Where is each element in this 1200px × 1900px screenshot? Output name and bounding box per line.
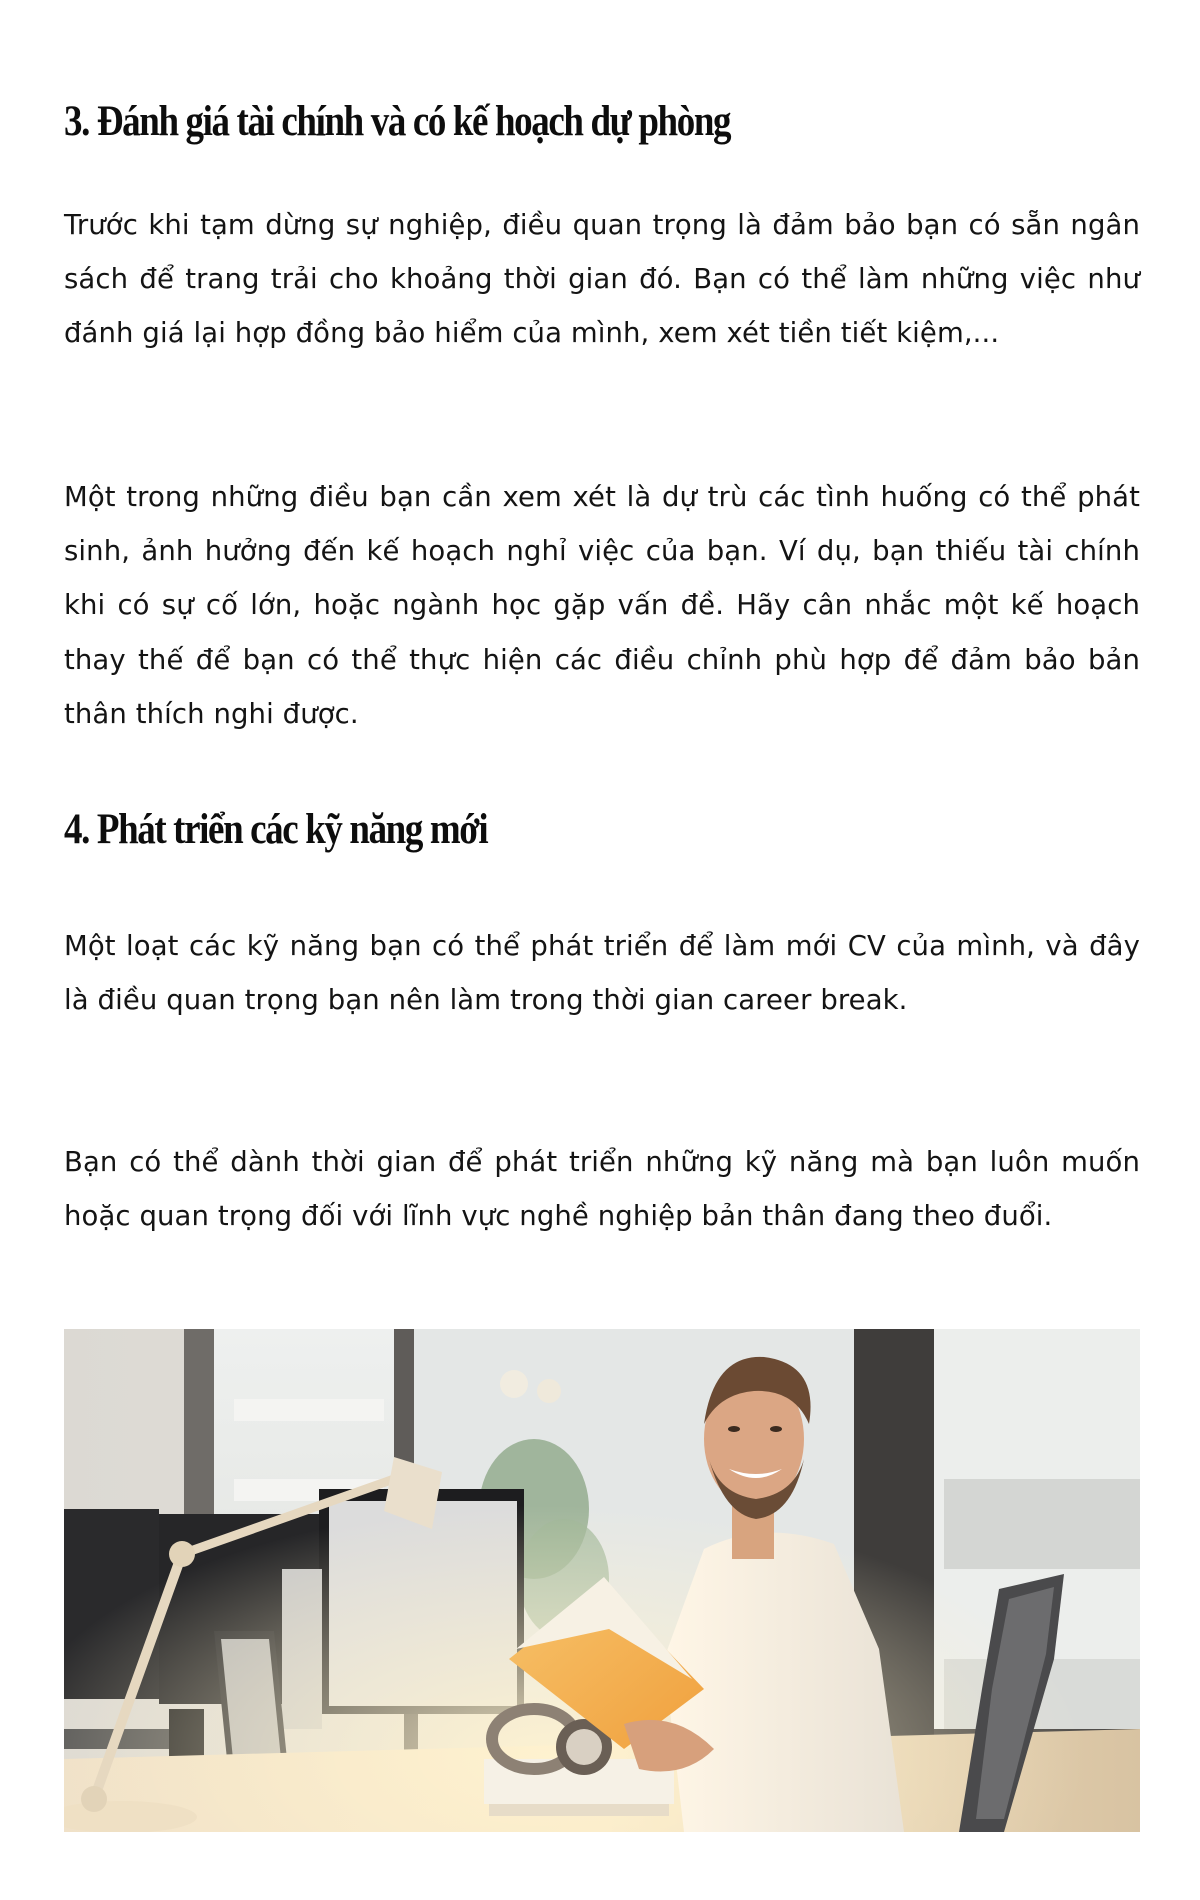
office-photo-illustration [64, 1329, 1140, 1832]
section-3-paragraph-2: Một trong những điều bạn cần xem xét là dự trù các tình huống có thể phát sinh, ảnh hưởng đến kế hoạch nghỉ việc của bạn. Ví dụ, bạn thiếu tài chính khi có sự cố lớn, hoặc ngành học gặp vấn đề. Hãy cân nhắc một kế hoạch thay thế để bạn có thể thực hiện các điều chỉnh phù hợp để đảm bảo bản thân thích nghi được. [64, 481, 1140, 730]
section-3-heading: 3. Đánh giá tài chính và có kế hoạch dự phòng [64, 98, 731, 145]
section-3-paragraph-1: Trước khi tạm dừng sự nghiệp, điều quan trọng là đảm bảo bạn có sẵn ngân sách để trang trải cho khoảng thời gian đó. Bạn có thể làm những việc như đánh giá lại hợp đồng bảo hiểm của mình, xem xét tiền tiết kiệm,... [64, 209, 1140, 350]
article-photo [64, 1329, 1140, 1832]
section-4-paragraph-1: Một loạt các kỹ năng bạn có thể phát triển để làm mới CV của mình, và đây là điều quan trọng bạn nên làm trong thời gian career break. [64, 930, 1140, 1017]
section-4-paragraph-2: Bạn có thể dành thời gian để phát triển những kỹ năng mà bạn luôn muốn hoặc quan trọng đối với lĩnh vực nghề nghiệp bản thân đang theo đuổi. [64, 1146, 1140, 1233]
section-4-heading: 4. Phát triển các kỹ năng mới [64, 806, 488, 853]
